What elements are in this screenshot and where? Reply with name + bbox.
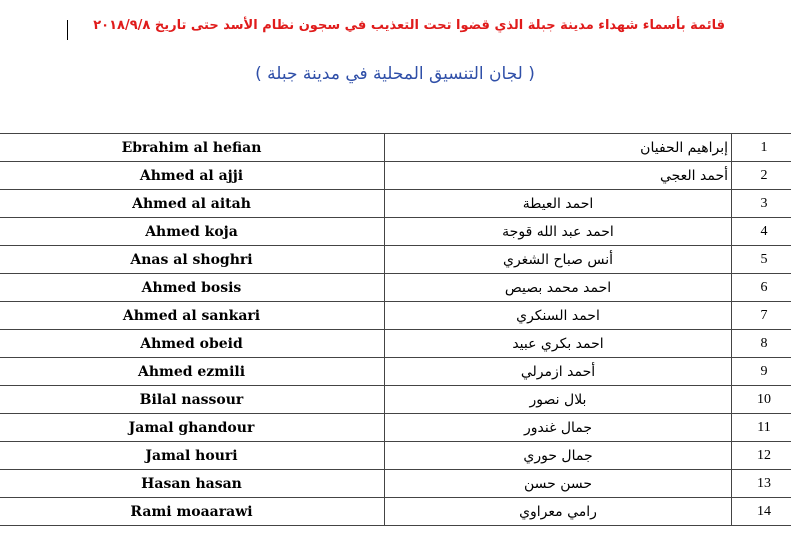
- table-row: [0, 358, 791, 386]
- row-number-cell: 5: [732, 246, 791, 274]
- arabic-name-cell: أحمد ازمرلي: [385, 358, 732, 386]
- document-subtitle: ( لجان التنسيق المحلية في مدينة جبلة ): [255, 64, 535, 84]
- table-row: [0, 330, 791, 358]
- table-row: [0, 386, 791, 414]
- row-number-cell: 6: [732, 274, 791, 302]
- arabic-name-cell: حسن حسن: [385, 470, 732, 498]
- arabic-name-cell: جمال حوري: [385, 442, 732, 470]
- row-number-cell: 3: [732, 190, 791, 218]
- row-number-cell: 13: [732, 470, 791, 498]
- row-number-cell: 2: [732, 162, 791, 190]
- table-row: [0, 442, 791, 470]
- english-name-cell: Ahmed ezmili: [0, 358, 385, 386]
- table-row: [0, 302, 791, 330]
- row-number-cell: 14: [732, 498, 791, 526]
- table-row: [0, 190, 791, 218]
- row-number-cell: 9: [732, 358, 791, 386]
- row-number-cell: 7: [732, 302, 791, 330]
- table-row: [0, 246, 791, 274]
- row-number-cell: 1: [732, 134, 791, 162]
- table-row: [0, 498, 791, 526]
- english-name-cell: Ahmed bosis: [0, 274, 385, 302]
- english-name-cell: Bilal nassour: [0, 386, 385, 414]
- english-name-cell: Rami moaarawi: [0, 498, 385, 526]
- english-name-cell: Ahmed al aitah: [0, 190, 385, 218]
- english-name-cell: Ahmed al sankari: [0, 302, 385, 330]
- names-table-body: [0, 134, 791, 526]
- table-row: [0, 274, 791, 302]
- arabic-name-cell: رامي معراوي: [385, 498, 732, 526]
- row-number-cell: 8: [732, 330, 791, 358]
- table-row: [0, 162, 791, 190]
- arabic-name-cell: إبراهيم الحفيان: [385, 134, 732, 162]
- arabic-name-cell: احمد محمد بصيص: [385, 274, 732, 302]
- arabic-name-cell: جمال غندور: [385, 414, 732, 442]
- english-name-cell: Ahmed al ajji: [0, 162, 385, 190]
- arabic-name-cell: احمد عبد الله قوجة: [385, 218, 732, 246]
- arabic-name-cell: احمد العيطة: [385, 190, 732, 218]
- arabic-name-cell: أحمد العجي: [385, 162, 732, 190]
- table-row: [0, 218, 791, 246]
- english-name-cell: Jamal houri: [0, 442, 385, 470]
- english-name-cell: Ahmed obeid: [0, 330, 385, 358]
- english-name-cell: Anas al shoghri: [0, 246, 385, 274]
- arabic-name-cell: احمد السنكري: [385, 302, 732, 330]
- table-row: [0, 414, 791, 442]
- row-number-cell: 4: [732, 218, 791, 246]
- arabic-name-cell: أنس صباح الشغري: [385, 246, 732, 274]
- text-cursor: [67, 20, 68, 40]
- table-row: [0, 470, 791, 498]
- row-number-cell: 11: [732, 414, 791, 442]
- document-title: قائمة بأسماء شهداء مدينة جبلة الذي قضوا تحت التعذيب في سجون نظام الأسد حتى تاريخ ٢٠١٨/٩/٨: [93, 18, 725, 33]
- table-row: [0, 134, 791, 162]
- english-name-cell: Hasan hasan: [0, 470, 385, 498]
- english-name-cell: Ebrahim al hefian: [0, 134, 385, 162]
- arabic-name-cell: بلال نصور: [385, 386, 732, 414]
- names-table: [0, 133, 791, 526]
- english-name-cell: Ahmed koja: [0, 218, 385, 246]
- english-name-cell: Jamal ghandour: [0, 414, 385, 442]
- arabic-name-cell: احمد بكري عبيد: [385, 330, 732, 358]
- row-number-cell: 10: [732, 386, 791, 414]
- row-number-cell: 12: [732, 442, 791, 470]
